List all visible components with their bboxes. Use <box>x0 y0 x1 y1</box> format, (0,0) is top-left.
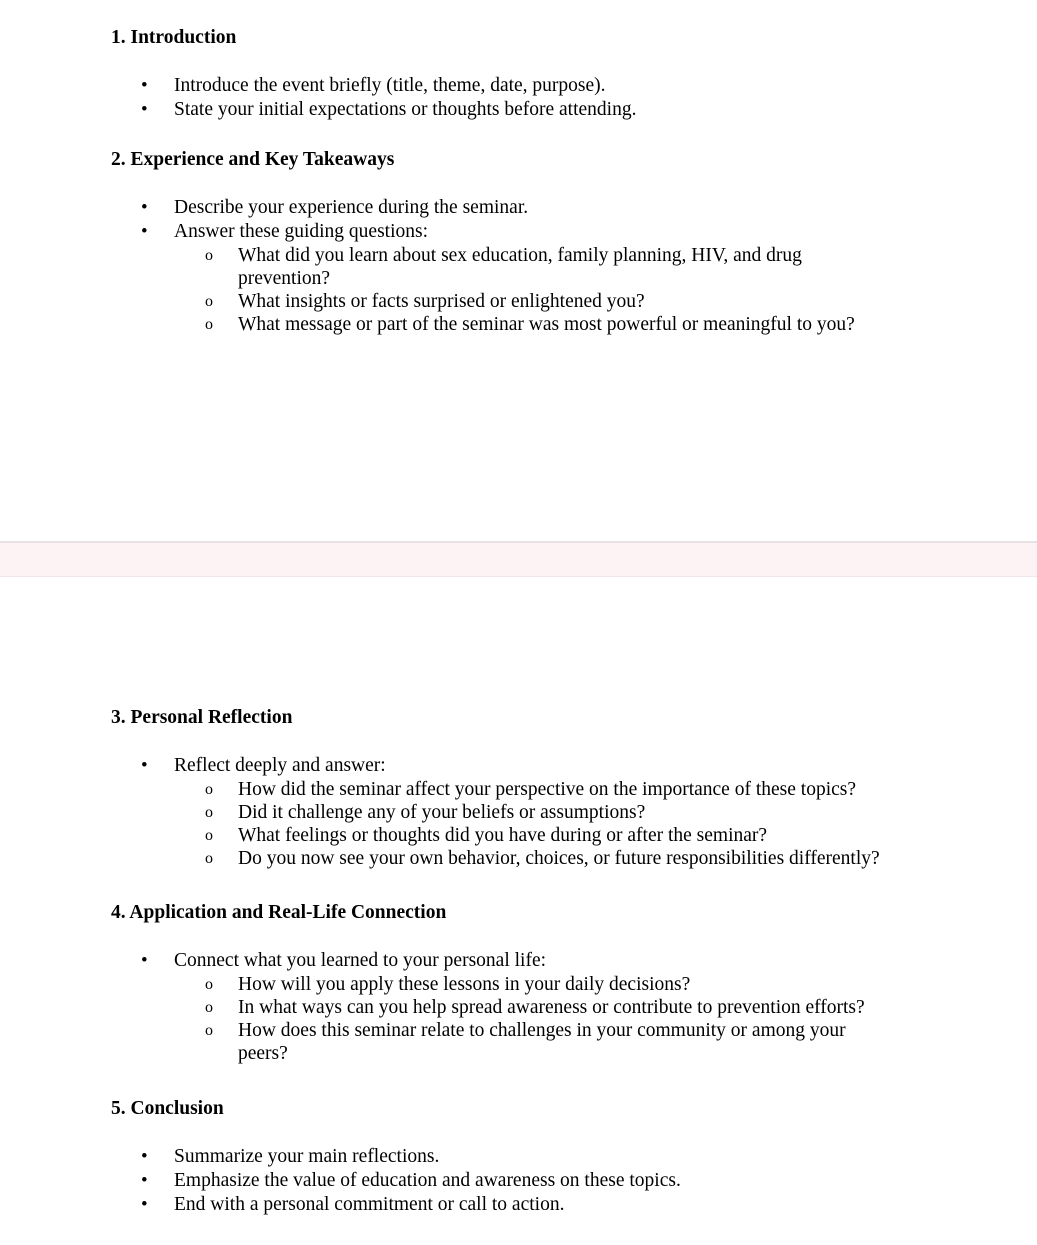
document-page-1 <box>0 0 1037 541</box>
section-conclusion <box>111 1097 997 1217</box>
sub-list <box>174 778 997 870</box>
section-heading: 3. Personal Reflection <box>111 707 293 728</box>
sub-list-item: o What feelings or thoughts did you have during or after the seminar? <box>174 824 997 847</box>
list-item <box>111 949 997 1065</box>
sub-list-item: o What insights or facts surprised or enlightened you? <box>174 290 997 313</box>
sub-list-item: o How will you apply these lessons in your daily decisions? <box>174 973 997 996</box>
sub-list-item: o How did the seminar affect your perspective on the importance of these topics? <box>174 778 997 801</box>
list-item: • End with a personal commitment or call to action. <box>111 1193 997 1217</box>
sub-list-item: o Do you now see your own behavior, choices, or future responsibilities differently? <box>174 847 997 870</box>
sub-list <box>174 973 997 1065</box>
bullet-list <box>111 754 997 870</box>
list-item-text: Reflect deeply and answer: <box>174 755 386 776</box>
list-item-text: Answer these guiding questions: <box>174 221 429 242</box>
list-item: • State your initial expectations or thoughts before attending. <box>111 98 997 122</box>
sub-list-item: o What message or part of the seminar was most powerful or meaningful to you? <box>174 313 997 336</box>
page-break <box>0 541 1037 577</box>
bullet-list <box>111 74 997 122</box>
list-item-text: Connect what you learned to your personal life: <box>174 950 547 971</box>
sub-list-item: o In what ways can you help spread awareness or contribute to prevention efforts? <box>174 996 997 1019</box>
section-heading: 4. Application and Real-Life Connection <box>111 902 447 923</box>
section-experience <box>111 148 997 336</box>
sub-list-item: o How does this seminar relate to challenges in your community or among your peers? <box>174 1019 858 1065</box>
list-item: • Emphasize the value of education and awareness on these topics. <box>111 1169 997 1193</box>
section-introduction <box>111 26 997 122</box>
bullet-list <box>111 949 997 1065</box>
list-item: • Summarize your main reflections. <box>111 1145 997 1169</box>
list-item: • Describe your experience during the seminar. <box>111 196 997 220</box>
sub-list <box>174 244 997 336</box>
section-heading: 5. Conclusion <box>111 1098 224 1119</box>
section-personal-reflection <box>111 706 997 870</box>
section-heading: 1. Introduction <box>111 27 237 48</box>
sub-list-item: o What did you learn about sex education, family planning, HIV, and drug prevention? <box>174 244 858 290</box>
list-item: • Introduce the event briefly (title, theme, date, purpose). <box>111 74 997 98</box>
list-item <box>111 220 997 336</box>
bullet-list <box>111 1145 997 1217</box>
list-item <box>111 754 997 870</box>
section-heading: 2. Experience and Key Takeaways <box>111 149 395 170</box>
section-application <box>111 901 997 1065</box>
sub-list-item: o Did it challenge any of your beliefs or assumptions? <box>174 801 997 824</box>
bullet-list <box>111 196 997 336</box>
